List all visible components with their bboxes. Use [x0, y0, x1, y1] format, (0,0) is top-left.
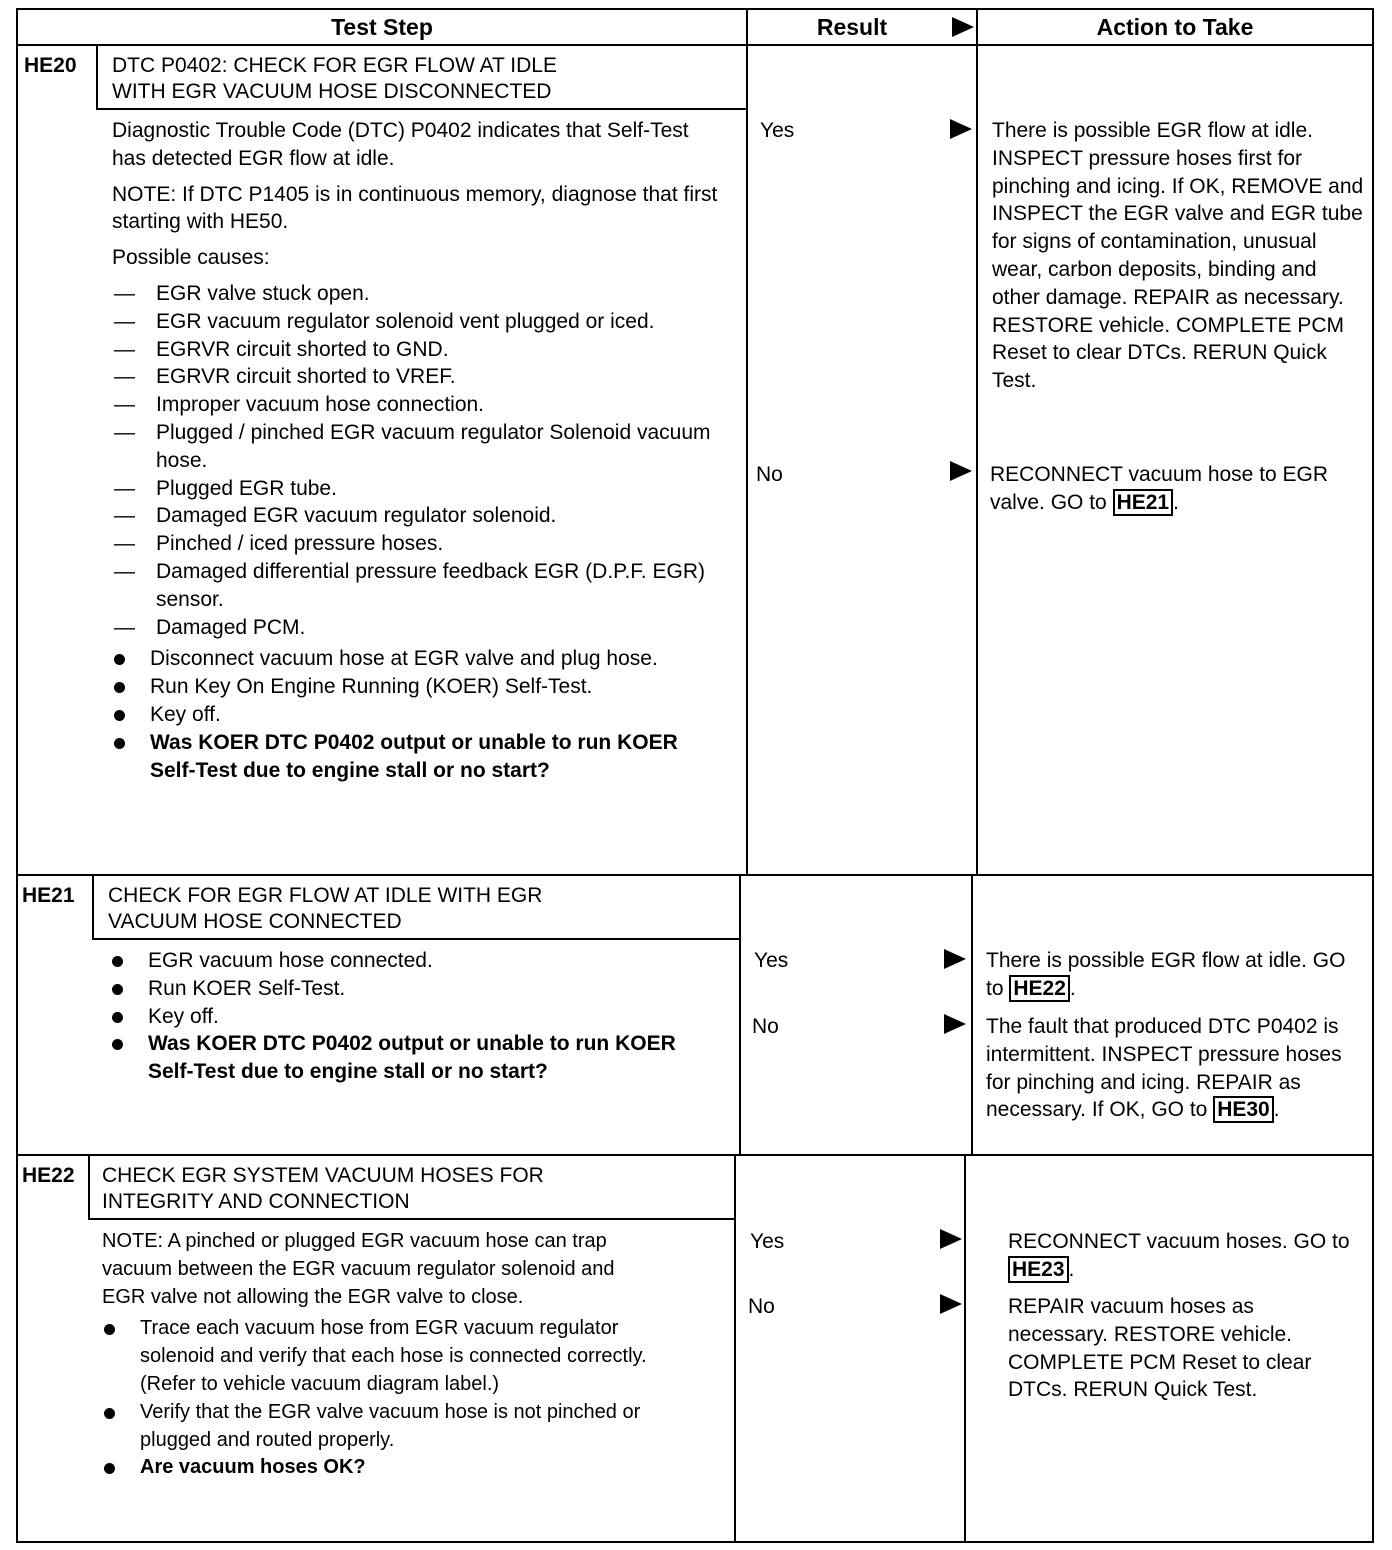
cause-item: — Plugged / pinched EGR vacuum regulator Solenoid vacuum hose.: [114, 419, 722, 475]
result-no: No: [752, 1015, 779, 1038]
step-reference-link[interactable]: HE22: [1009, 975, 1070, 1002]
step-id-divider: [92, 874, 94, 940]
action-text: The fault that produced DTC P0402 is intermittent. INSPECT pressure hoses for pinching and icing. REPAIR as necessary. If OK, GO to: [986, 1015, 1342, 1122]
step-reference-link[interactable]: HE30: [1213, 1096, 1274, 1123]
step-title-line: WITH EGR VACUUM HOSE DISCONNECTED: [112, 80, 552, 103]
row-divider: [16, 1154, 1374, 1156]
step-title-divider: [88, 1218, 734, 1220]
action-end: .: [1068, 1257, 1075, 1281]
step-title: [102, 1163, 727, 1215]
header-divider: [16, 44, 1374, 46]
step-title-divider: [96, 108, 746, 110]
column-divider: [971, 874, 973, 1156]
arrow-right-icon: [950, 119, 972, 139]
column-divider: [739, 874, 741, 1156]
action-end: .: [1173, 490, 1179, 514]
cause-item: — EGR valve stuck open.: [114, 280, 722, 308]
step-title: [108, 883, 738, 935]
question-item: Are vacuum hoses OK?: [102, 1454, 662, 1482]
cause-item: — EGRVR circuit shorted to GND.: [114, 336, 722, 364]
header-action: Action to Take: [1096, 14, 1254, 40]
cause-item: — EGR vacuum regulator solenoid vent plugged or iced.: [114, 308, 722, 336]
step-body: [102, 1228, 662, 1486]
instruction-item: Key off.: [112, 701, 722, 729]
action-end: .: [1273, 1098, 1280, 1122]
step-title-line: VACUUM HOSE CONNECTED: [108, 910, 402, 933]
instruction-list: [112, 645, 722, 784]
row-divider: [16, 874, 1374, 876]
instruction-item: Trace each vacuum hose from EGR vacuum regulator solenoid and verify that each hose is connected correctly. (Refer to vehicle vacuum diagram label.): [102, 1315, 662, 1398]
step-id: HE20: [24, 54, 77, 77]
table-border-bottom: [16, 1541, 1374, 1543]
step-title-line: INTEGRITY AND CONNECTION: [102, 1190, 410, 1213]
result-yes: Yes: [760, 119, 795, 142]
column-divider: [734, 1154, 736, 1543]
causes-list: [114, 280, 722, 641]
header-arrow-icon: [952, 17, 974, 37]
arrow-right-icon: [940, 1229, 962, 1249]
step-title-line: DTC P0402: CHECK FOR EGR FLOW AT IDLE: [112, 54, 557, 77]
instruction-item: Verify that the EGR valve vacuum hose is not pinched or plugged and routed properly.: [102, 1399, 662, 1455]
column-divider: [746, 8, 748, 876]
arrow-right-icon: [944, 1014, 966, 1034]
action-text: There is possible EGR flow at idle. GO to: [986, 949, 1346, 1000]
step-id: HE21: [22, 884, 75, 907]
instruction-item: Key off.: [110, 1003, 720, 1031]
header-result: Result: [816, 14, 888, 40]
step-id: HE22: [22, 1164, 75, 1187]
result-yes: Yes: [750, 1230, 785, 1253]
step-reference-link[interactable]: HE23: [1008, 1256, 1069, 1283]
step-body: [112, 117, 722, 788]
causes-label: Possible causes:: [112, 246, 270, 270]
question-item: Was KOER DTC P0402 output or unable to run KOER Self-Test due to engine stall or no start?: [112, 729, 722, 785]
cause-item: — Pinched / iced pressure hoses.: [114, 530, 722, 558]
arrow-right-icon: [944, 949, 966, 969]
table-border-right: [1372, 8, 1374, 1543]
arrow-right-icon: [940, 1294, 962, 1314]
step-title-line: CHECK EGR SYSTEM VACUUM HOSES FOR: [102, 1164, 544, 1187]
step-note: NOTE: If DTC P1405 is in continuous memory, diagnose that first starting with HE50.: [112, 182, 718, 234]
action-end: .: [1069, 976, 1076, 1000]
column-divider: [976, 8, 978, 876]
cause-item: — Damaged PCM.: [114, 614, 722, 642]
action-text: RECONNECT vacuum hoses. GO to: [1008, 1230, 1350, 1253]
step-body: [110, 947, 720, 1090]
cause-item: — Damaged differential pressure feedback EGR (D.P.F. EGR) sensor.: [114, 558, 722, 614]
step-reference-link[interactable]: HE21: [1113, 489, 1174, 516]
instruction-item: EGR vacuum hose connected.: [110, 947, 720, 975]
action-yes: There is possible EGR flow at idle. INSPECT pressure hoses first for pinching and icing. If OK, REMOVE and INSPECT the EGR valve and EGR tube for signs of contamination, unusual wear, carbon deposits, binding and other damage. REPAIR as necessary. RESTORE vehicle. COMPLETE PCM Reset to clear DTCs. RERUN Quick Test.: [992, 119, 1364, 393]
result-yes: Yes: [754, 949, 789, 972]
action-no: [986, 1013, 1366, 1124]
cause-item: — Improper vacuum hose connection.: [114, 391, 722, 419]
action-yes: [986, 947, 1366, 1003]
cause-item: — Plugged EGR tube.: [114, 475, 722, 503]
instruction-item: Run KOER Self-Test.: [110, 975, 720, 1003]
step-title-divider: [92, 938, 739, 940]
action-yes: [1008, 1228, 1353, 1284]
step-intro: Diagnostic Trouble Code (DTC) P0402 indicates that Self-Test has detected EGR flow at idle.: [112, 119, 689, 170]
cause-item: — Damaged EGR vacuum regulator solenoid.: [114, 502, 722, 530]
result-no: No: [748, 1295, 775, 1318]
column-divider: [964, 1154, 966, 1543]
step-note: NOTE: A pinched or plugged EGR vacuum hose can trap vacuum between the EGR vacuum regulator solenoid and EGR valve not allowing the EGR valve to close.: [102, 1230, 615, 1308]
step-title: [112, 53, 742, 105]
cause-item: — EGRVR circuit shorted to VREF.: [114, 363, 722, 391]
instruction-list: [110, 947, 720, 1086]
instruction-item: Disconnect vacuum hose at EGR valve and plug hose.: [112, 645, 722, 673]
question-item: Was KOER DTC P0402 output or unable to run KOER Self-Test due to engine stall or no start?: [110, 1030, 720, 1086]
table-border-left: [16, 8, 18, 1543]
step-id-divider: [96, 44, 98, 110]
result-no: No: [756, 463, 783, 486]
step-title-line: CHECK FOR EGR FLOW AT IDLE WITH EGR: [108, 884, 543, 907]
instruction-list: [102, 1315, 662, 1482]
instruction-item: Run Key On Engine Running (KOER) Self-Test.: [112, 673, 722, 701]
arrow-right-icon: [950, 461, 972, 481]
action-no: REPAIR vacuum hoses as necessary. RESTORE vehicle. COMPLETE PCM Reset to clear DTCs. RERUN Quick Test.: [1008, 1295, 1312, 1402]
action-text: RECONNECT vacuum hose to EGR valve. GO to: [990, 463, 1329, 514]
header-test-step: Test Step: [331, 14, 433, 40]
step-id-divider: [88, 1154, 90, 1220]
action-no: [990, 461, 1366, 517]
